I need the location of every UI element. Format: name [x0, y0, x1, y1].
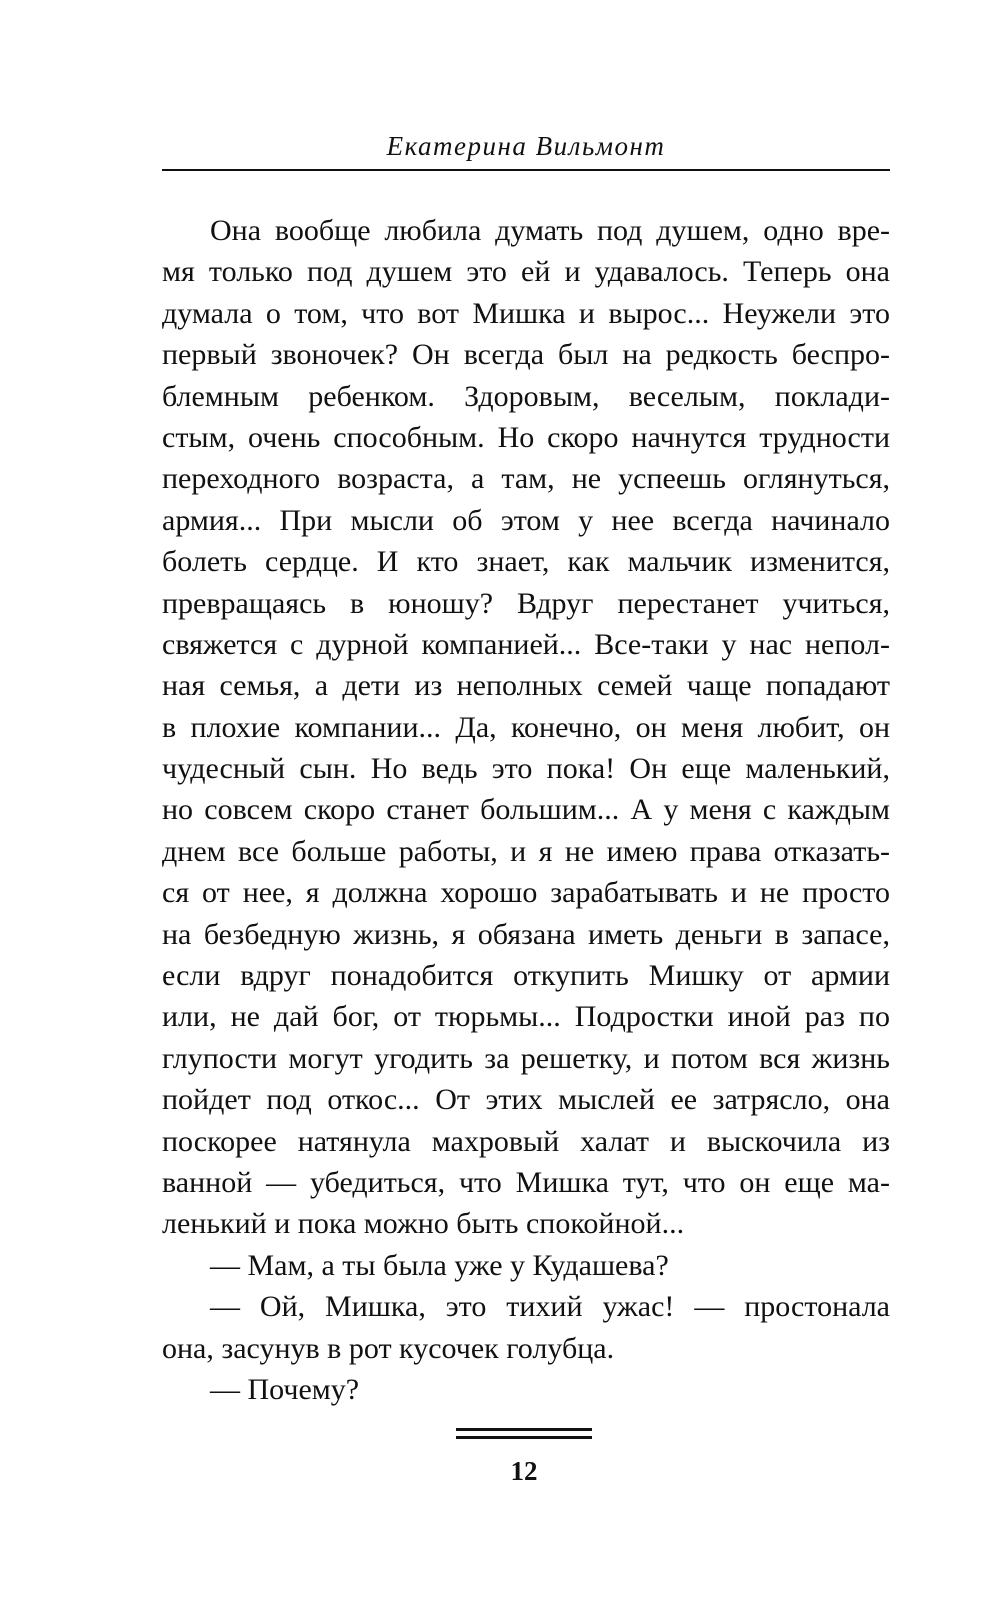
text-line: пойдет под откос... От этих мыслей ее затрясло, она [162, 1083, 890, 1117]
text-line: ная семья, а дети из неполных семей чаще попадают [162, 669, 890, 703]
footer-rule-top [456, 1428, 592, 1431]
text-line: блемным ребенком. Здоровым, веселым, поклади- [162, 379, 890, 413]
text-line: болеть сердце. И кто знает, как мальчик изменится, [162, 545, 890, 579]
text-line: армия... При мысли об этом у нее всегда начинало [162, 503, 890, 537]
text-line: чудесный сын. Но ведь это пока! Он еще маленький, [162, 752, 890, 786]
dialogue-line: — Ой, Мишка, это тихий ужас! — простонала [210, 1290, 890, 1324]
page-number: 12 [510, 1456, 538, 1486]
text-line: стым, очень способным. Но скоро начнутся трудности [162, 420, 890, 454]
text-line: первый звоночек? Он всегда был на редкость беспро- [162, 338, 890, 372]
main-text [162, 210, 890, 1410]
text-line: Она вообще любила думать под душем, одно вре- [210, 214, 890, 247]
text-line: она, засунув в рот кусочек голубца. [162, 1331, 615, 1365]
text-line: ванной — убедиться, что Мишка тут, что он еще ма- [162, 1165, 890, 1199]
text-line: глупости могут угодить за решетку, и потом вся жизнь [162, 1041, 890, 1075]
text-line: свяжется с дурной компанией... Все-таки у нас непол- [162, 627, 890, 661]
header-divider [162, 169, 890, 171]
text-line: переходного возраста, а там, не успеешь оглянуться, [162, 462, 890, 496]
footer-rule-bottom [456, 1436, 592, 1439]
text-line: на безбедную жизнь, я обязана иметь деньги в запасе, [162, 917, 890, 951]
dialogue-line: — Почему? [210, 1372, 360, 1406]
text-line: ленький и пока можно быть спокойной... [162, 1207, 685, 1241]
text-line: думала о том, что вот Мишка и вырос... Неужели это [162, 296, 890, 330]
text-line: превращаясь в юношу? Вдруг перестанет учиться, [162, 586, 890, 620]
text-line: днем все больше работы, и я не имею права отказать- [162, 834, 890, 868]
text-line: или, не дай бог, от тюрьмы... Подростки иной раз по [162, 1000, 890, 1034]
text-line: но совсем скоро станет большим... А у меня с каждым [162, 793, 890, 827]
running-header-author: Екатерина Вильмонт [386, 131, 666, 161]
text-line: ся от нее, я должна хорошо зарабатывать и не просто [162, 876, 890, 910]
text-line: в плохие компании... Да, конечно, он меня любит, он [162, 710, 890, 744]
text-line: поскорее натянула махровый халат и выскочила из [162, 1124, 890, 1158]
dialogue-line: — Мам, а ты была уже у Кудашева? [210, 1248, 669, 1282]
text-line: если вдруг понадобится откупить Мишку от армии [162, 959, 890, 993]
text-line: мя только под душем это ей и удавалось. Теперь она [162, 255, 890, 289]
